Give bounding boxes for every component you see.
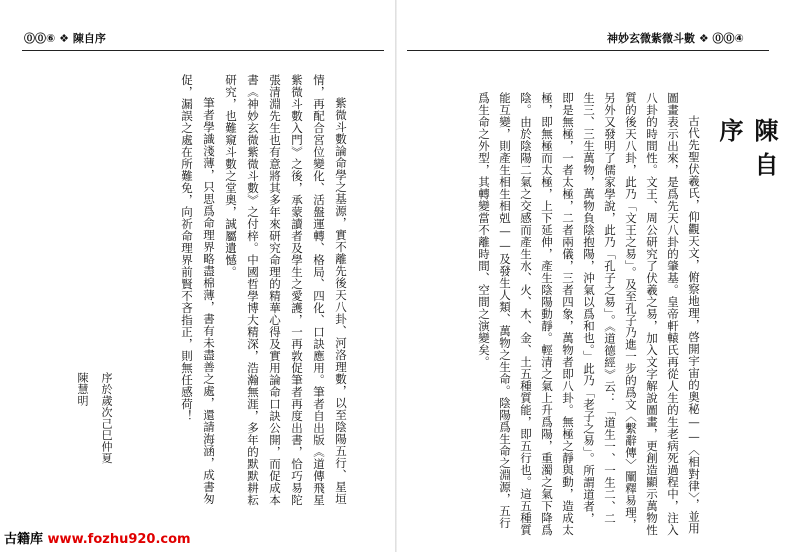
signature-block (66, 372, 118, 517)
right-page-body (432, 92, 704, 536)
signature-date: 序於歲次己巳仲夏 (100, 372, 113, 464)
watermark-url[interactable]: www.fozhu920.com (47, 532, 191, 547)
left-paragraph-2: 筆者學識淺薄，只思爲命理界略盡棉薄，書有未盡善之處，還請海涵，成書匆促，漏誤之處在所難免，向祈命理界前賢不吝指正，則無任感荷！ (180, 74, 216, 505)
site-watermark[interactable] (4, 528, 191, 547)
signature-author: 陳慧明 (76, 372, 89, 407)
left-paragraph-1: 紫微斗數論命學之基源，實不離先後天八卦、河洛理數，以至陰陽五行、星垣情，再配合宮位變化、活盤運轉、格局、四化、口訣應用。筆者自出版《道傳飛星紫微斗數入門》之後，承蒙讀者及學生之愛護，一再敦促筆者再度出書，恰巧易陀張清淵先生也有意將其多年來研究命理的精華心得及實用論命口訣公開，而促成本書《神妙玄微紫微斗數》之付梓。中國哲學博大精深，浩瀚無涯，多年的默默耕耘研究，也難窺斗數之堂奧，誠屬遺憾。 (224, 74, 348, 506)
right-paragraph-1: 古代先聖伏羲氏，仰觀天文，俯察地理，啓開宇宙的奧秘——〈相對律〉，並用圖畫表示出來，是爲先天八卦的肇基。皇帝軒轅氏再從人生的生老病死過程中，注入八卦的時間性。文王、周公研究了伏羲之易，加入文字解說圖畫，更創造顯示萬物性質的後天八卦，此乃「文王之易」。及至孔子乃進一步的爲文〈繫辭傳〉闡釋易理，另外又發明了儒家學說，此乃「孔子之易」。《道德經》云：「道生一、一生二、二生三、三生萬物，萬物負陰抱陽，沖氣以爲和也。」此乃「老子之易」。所謂道者，即是無極，一者太極，二者兩儀，三者四象，萬物者即八卦。無極之靜與動，造成太極，即無極而太極，上下延伸，產生陰陽動靜。輕清之氣上升爲陽，重濁之氣下降爲陰。由於陰陽二氣之交感而產生水、火、木、金、土五種質能，即五行也。這五種質能互變，則產生相生相剋——及發生人類、萬物之生命。陰陽爲生命之淵源，五行爲生命之外型，其轉變當不離時間、空間之演變矣。 (477, 92, 701, 536)
left-page-header: ⓪⓪⑥ ❖ 陳自序 (24, 32, 106, 45)
watermark-site-name: 古籍库 (4, 532, 44, 547)
right-page-header: 神妙玄微紫微斗數 ❖ ⓪⓪④ (607, 32, 744, 45)
left-header-rule (22, 50, 384, 51)
right-page (397, 0, 793, 552)
right-header-rule (407, 50, 769, 51)
chapter-title: 陳自序 (715, 118, 779, 186)
left-page (0, 0, 396, 552)
